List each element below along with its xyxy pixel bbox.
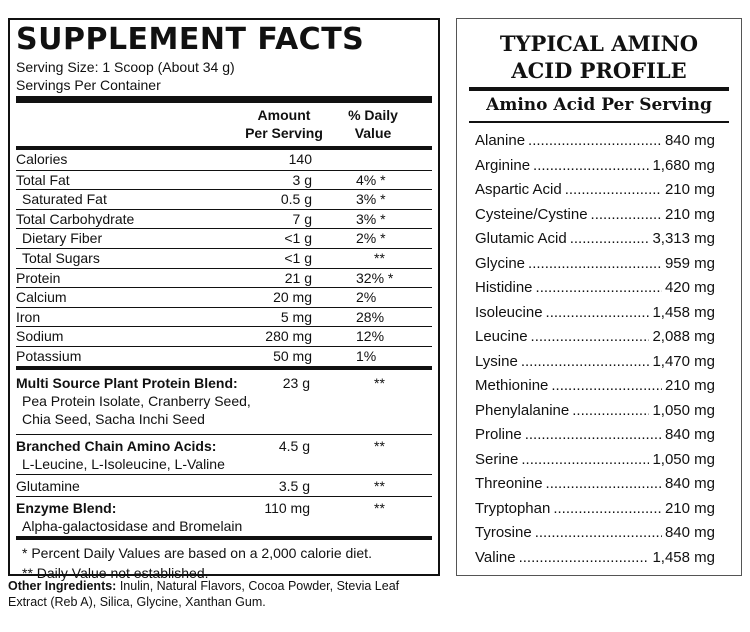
- blend-dv: **: [374, 374, 385, 391]
- nutrient-dv: 3% *: [356, 210, 386, 227]
- footnote-not-established: ** Daily Value not established.: [22, 564, 209, 581]
- daily-value-header: [338, 106, 408, 142]
- amino-value: 1,680 mg: [652, 156, 715, 174]
- nutrient-dv: 32% *: [356, 269, 394, 286]
- list-item: [475, 521, 715, 546]
- dot-leader: [521, 350, 650, 375]
- supplement-facts-panel: [8, 18, 440, 581]
- list-item: [475, 276, 715, 301]
- amino-name: Histidine: [475, 279, 533, 296]
- dot-leader: [535, 521, 662, 546]
- amino-value: 840 mg: [664, 475, 715, 492]
- amino-name: Proline: [475, 426, 522, 443]
- dot-leader: [551, 374, 662, 399]
- amino-value: 840 mg: [664, 426, 715, 443]
- list-item: [475, 301, 715, 326]
- nutrient-label: Total Sugars: [22, 249, 100, 266]
- nutrient-amount: <1 g: [284, 230, 312, 247]
- amino-value: 210 mg: [664, 181, 715, 198]
- blend-row: [16, 496, 432, 536]
- amino-value: 1,050 mg: [652, 401, 715, 419]
- nutrient-amount: 5 mg: [280, 308, 312, 325]
- amino-value: 1,458 mg: [652, 548, 715, 566]
- amino-value: 210 mg: [664, 205, 715, 223]
- amino-name: Arginine: [475, 156, 531, 174]
- dot-leader: [553, 497, 662, 522]
- blend-amount: 23 g: [282, 374, 310, 391]
- nutrient-dv: 1%: [356, 347, 377, 364]
- list-item: [475, 399, 715, 424]
- nutrient-dv: 2%: [356, 289, 377, 306]
- dot-leader: [531, 325, 650, 350]
- nutrient-dv: 12%: [356, 328, 385, 345]
- dot-leader: [536, 276, 662, 301]
- blend-dv: **: [374, 437, 385, 454]
- blend-name: Branched Chain Amino Acids:: [16, 437, 217, 454]
- table-row: [16, 326, 432, 346]
- list-item: [475, 448, 715, 473]
- amino-title-line2: ACID PROFILE: [511, 58, 687, 83]
- dot-leader: [565, 178, 662, 203]
- blend-amount: 4.5 g: [278, 437, 310, 454]
- nutrient-label: Total Carbohydrate: [16, 210, 135, 227]
- nutrient-amount: 280 mg: [265, 328, 312, 345]
- amount-header-line1: Amount: [257, 107, 311, 123]
- other-ingredients-label: Other Ingredients:: [8, 579, 117, 593]
- amino-list: [475, 123, 715, 570]
- blend-description: Chia Seed, Sacha Inchi Seed: [22, 410, 205, 427]
- amino-name: Isoleucine: [475, 303, 543, 321]
- nutrient-rows: [16, 150, 432, 366]
- amino-name: Threonine: [475, 475, 543, 492]
- blend-amount: 110 mg: [264, 499, 310, 516]
- table-row: [16, 287, 432, 307]
- list-item: [475, 350, 715, 375]
- nutrient-amount: 21 g: [284, 269, 312, 286]
- table-row: [16, 189, 432, 209]
- other-ingredients-text: Inulin, Natural Flavors, Cocoa Powder, Stevia Leaf Extract (Reb A), Silica, Glycine, Xanthan Gum.: [8, 579, 400, 609]
- nutrient-label: Saturated Fat: [22, 191, 107, 208]
- blend-description: Pea Protein Isolate, Cranberry Seed,: [22, 392, 251, 409]
- nutrient-label: Potassium: [16, 347, 82, 364]
- nutrient-label: Sodium: [16, 328, 64, 345]
- blend-name: Multi Source Plant Protein Blend:: [16, 374, 238, 391]
- blend-amount: 3.5 g: [278, 477, 310, 494]
- blend-row: [16, 370, 432, 434]
- list-item: [475, 129, 715, 154]
- table-row: [16, 150, 432, 170]
- blend-name: Glutamine: [16, 477, 80, 494]
- table-row: [16, 209, 432, 229]
- amino-name: Serine: [475, 450, 519, 468]
- dot-leader: [528, 129, 662, 154]
- list-item: [475, 203, 715, 228]
- nutrient-amount: <1 g: [284, 249, 312, 266]
- amino-value: 840 mg: [664, 132, 715, 149]
- nutrient-label: Iron: [16, 308, 41, 325]
- nutrient-label: Protein: [16, 269, 61, 286]
- amino-value: 3,313 mg: [652, 230, 715, 247]
- dot-leader: [533, 154, 649, 179]
- list-item: [475, 472, 715, 497]
- dot-leader: [528, 252, 662, 277]
- blend-description: Alpha-galactosidase and Bromelain: [22, 517, 243, 534]
- blend-row: [16, 474, 432, 496]
- amino-profile-panel: [456, 18, 742, 576]
- nutrient-dv: 2% *: [356, 230, 386, 247]
- list-item: [475, 178, 715, 203]
- list-item: [475, 227, 715, 252]
- nutrient-amount: 50 mg: [273, 347, 312, 364]
- list-item: [475, 154, 715, 179]
- nutrient-label: Calcium: [16, 289, 67, 306]
- amino-value: 210 mg: [664, 499, 715, 517]
- blend-rows: [16, 370, 432, 536]
- amino-value: 210 mg: [664, 377, 715, 394]
- amino-value: 959 mg: [664, 254, 715, 272]
- nutrient-label: Dietary Fiber: [22, 230, 103, 247]
- dot-leader: [570, 227, 650, 252]
- blend-description: L-Leucine, L-Isoleucine, L-Valine: [22, 455, 225, 472]
- amino-name: Tryptophan: [475, 499, 551, 517]
- dv-header-line2: Value: [354, 125, 392, 141]
- footnotes: [16, 540, 432, 583]
- amino-value: 840 mg: [664, 524, 715, 541]
- blend-name: Enzyme Blend:: [16, 499, 117, 516]
- amino-name: Aspartic Acid: [475, 181, 562, 198]
- facts-title: SUPPLEMENT FACTS: [16, 22, 365, 57]
- nutrient-amount: 20 mg: [273, 289, 312, 306]
- nutrient-dv: 4% *: [356, 171, 386, 188]
- blend-row: [16, 434, 432, 474]
- amino-name: Alanine: [475, 132, 526, 149]
- dot-leader: [519, 546, 650, 571]
- amino-subtitle: Amino Acid Per Serving: [486, 95, 712, 115]
- table-row: [16, 268, 432, 288]
- amino-value: 2,088 mg: [652, 328, 715, 345]
- other-ingredients: [8, 578, 440, 610]
- amino-subtitle-bar: [469, 87, 729, 123]
- amino-value: 1,470 mg: [652, 352, 715, 370]
- amino-name: Methionine: [475, 377, 549, 394]
- amino-name: Glutamic Acid: [475, 230, 567, 247]
- nutrient-label: Total Fat: [16, 171, 70, 188]
- dv-header-line1: % Daily: [348, 107, 398, 123]
- table-row: [16, 346, 432, 366]
- amino-name: Lysine: [475, 352, 518, 370]
- dot-leader: [546, 301, 650, 326]
- dot-leader: [591, 203, 662, 228]
- serving-size: Serving Size: 1 Scoop (About 34 g): [16, 59, 235, 75]
- amount-header-line2: Per Serving: [245, 125, 323, 141]
- amino-title-line1: TYPICAL AMINO: [499, 31, 699, 56]
- nutrient-amount: 3 g: [292, 171, 312, 188]
- list-item: [475, 374, 715, 399]
- table-row: [16, 228, 432, 248]
- list-item: [475, 423, 715, 448]
- amount-header: [234, 106, 334, 142]
- nutrient-dv: **: [374, 249, 385, 266]
- table-row: [16, 248, 432, 268]
- amino-name: Phenylalanine: [475, 401, 570, 419]
- list-item: [475, 546, 715, 571]
- dot-leader: [546, 472, 662, 497]
- nutrient-amount: 140: [288, 151, 312, 167]
- amino-name: Cysteine/Cystine: [475, 205, 588, 223]
- table-row: [16, 170, 432, 190]
- dot-leader: [572, 399, 649, 424]
- blend-dv: **: [374, 477, 385, 494]
- dot-leader: [521, 448, 649, 473]
- nutrient-dv: 3% *: [356, 191, 386, 208]
- dot-leader: [525, 423, 662, 448]
- amino-name: Glycine: [475, 254, 526, 272]
- amino-name: Valine: [475, 548, 516, 566]
- amino-value: 1,050 mg: [652, 450, 715, 468]
- amino-title: [457, 19, 741, 87]
- facts-column-header: [16, 103, 432, 146]
- amino-value: 420 mg: [664, 279, 715, 296]
- list-item: [475, 497, 715, 522]
- nutrient-amount: 0.5 g: [280, 191, 312, 208]
- servings-per-container: Servings Per Container: [16, 77, 161, 93]
- nutrient-amount: 7 g: [292, 210, 312, 227]
- list-item: [475, 252, 715, 277]
- amino-name: Leucine: [475, 328, 528, 345]
- nutrient-dv: 28%: [356, 308, 385, 325]
- footnote-daily-values: * Percent Daily Values are based on a 2,000 calorie diet.: [22, 544, 372, 561]
- table-row: [16, 307, 432, 327]
- amino-value: 1,458 mg: [652, 303, 715, 321]
- nutrient-label: Calories: [16, 151, 68, 167]
- amino-name: Tyrosine: [475, 524, 532, 541]
- blend-dv: **: [374, 499, 385, 516]
- divider-thick: [16, 96, 432, 103]
- list-item: [475, 325, 715, 350]
